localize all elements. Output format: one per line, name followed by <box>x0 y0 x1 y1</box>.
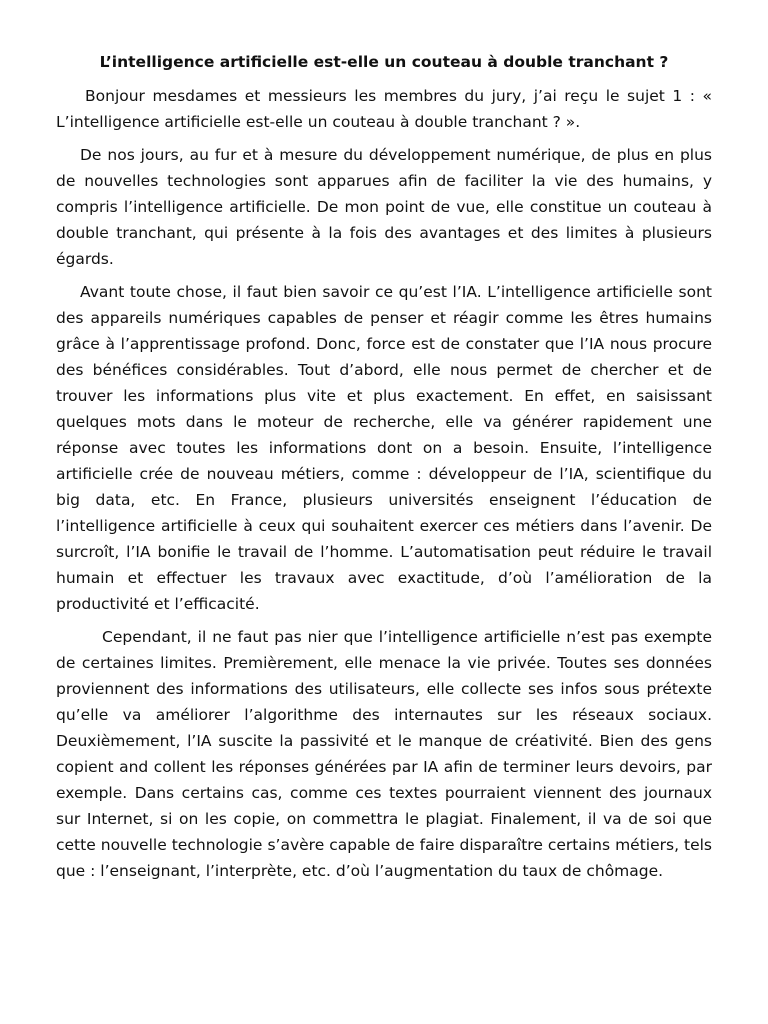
paragraph-introduction: Bonjour mesdames et messieurs les membres du jury, j’ai reçu le sujet 1 : « L’intelligence artificielle est-elle un couteau à double tranchant ? ». <box>56 87 712 131</box>
document-title: L’intelligence artificielle est-elle un couteau à double tranchant ? <box>99 53 669 71</box>
document-body <box>56 49 712 891</box>
paragraph-advantages: Avant toute chose, il faut bien savoir ce qu’est l’IA. L’intelligence artificielle sont des appareils numériques capables de penser et réagir comme les êtres humains grâce à l’apprentissage profond. Donc, force est de constater que l’IA nous procure des bénéfices considérables. Tout d’abord, elle nous permet de chercher et de trouver les informations plus vite et plus exactement. En effet, en saisissant quelques mots dans le moteur de recherche, elle va générer rapidement une réponse avec toutes les informations dont on a besoin. Ensuite, l’intelligence artificielle crée de nouveau métiers, comme : développeur de l’IA, scientifique du big data, etc. En France, plusieurs universités enseignent l’éducation de l’intelligence artificielle à ceux qui souhaitent exercer ces métiers dans l’avenir. De surcroît, l’IA bonifie le travail de l’homme. L’automatisation peut réduire le travail humain et effectuer les travaux avec exactitude, d’où l’amélioration de la productivité et l’efficacité. <box>56 283 712 613</box>
paragraph-context: De nos jours, au fur et à mesure du développement numérique, de plus en plus de nouvelles technologies sont apparues afin de faciliter la vie des humains, y compris l’intelligence artificielle. De mon point de vue, elle constitue un couteau à double tranchant, qui présente à la fois des avantages et des limites à plusieurs égards. <box>56 146 712 268</box>
paragraph-limits: Cependant, il ne faut pas nier que l’intelligence artificielle n’est pas exempte de certaines limites. Premièrement, elle menace la vie privée. Toutes ses données proviennent des informations des utilisateurs, elle collecte ses infos sous prétexte qu’elle va améliorer l’algorithme des internautes sur les réseaux sociaux. Deuxièmement, l’IA suscite la passivité et le manque de créativité. Bien des gens copient and collent les réponses générées par IA afin de terminer leurs devoirs, par exemple. Dans certains cas, comme ces textes pourraient viennent des journaux sur Internet, si on les copie, on commettra le plagiat. Finalement, il va de soi que cette nouvelle technologie s’avère capable de faire disparaître certains métiers, tels que : l’enseignant, l’interprète, etc. d’où l’augmentation du taux de chômage. <box>56 628 712 880</box>
